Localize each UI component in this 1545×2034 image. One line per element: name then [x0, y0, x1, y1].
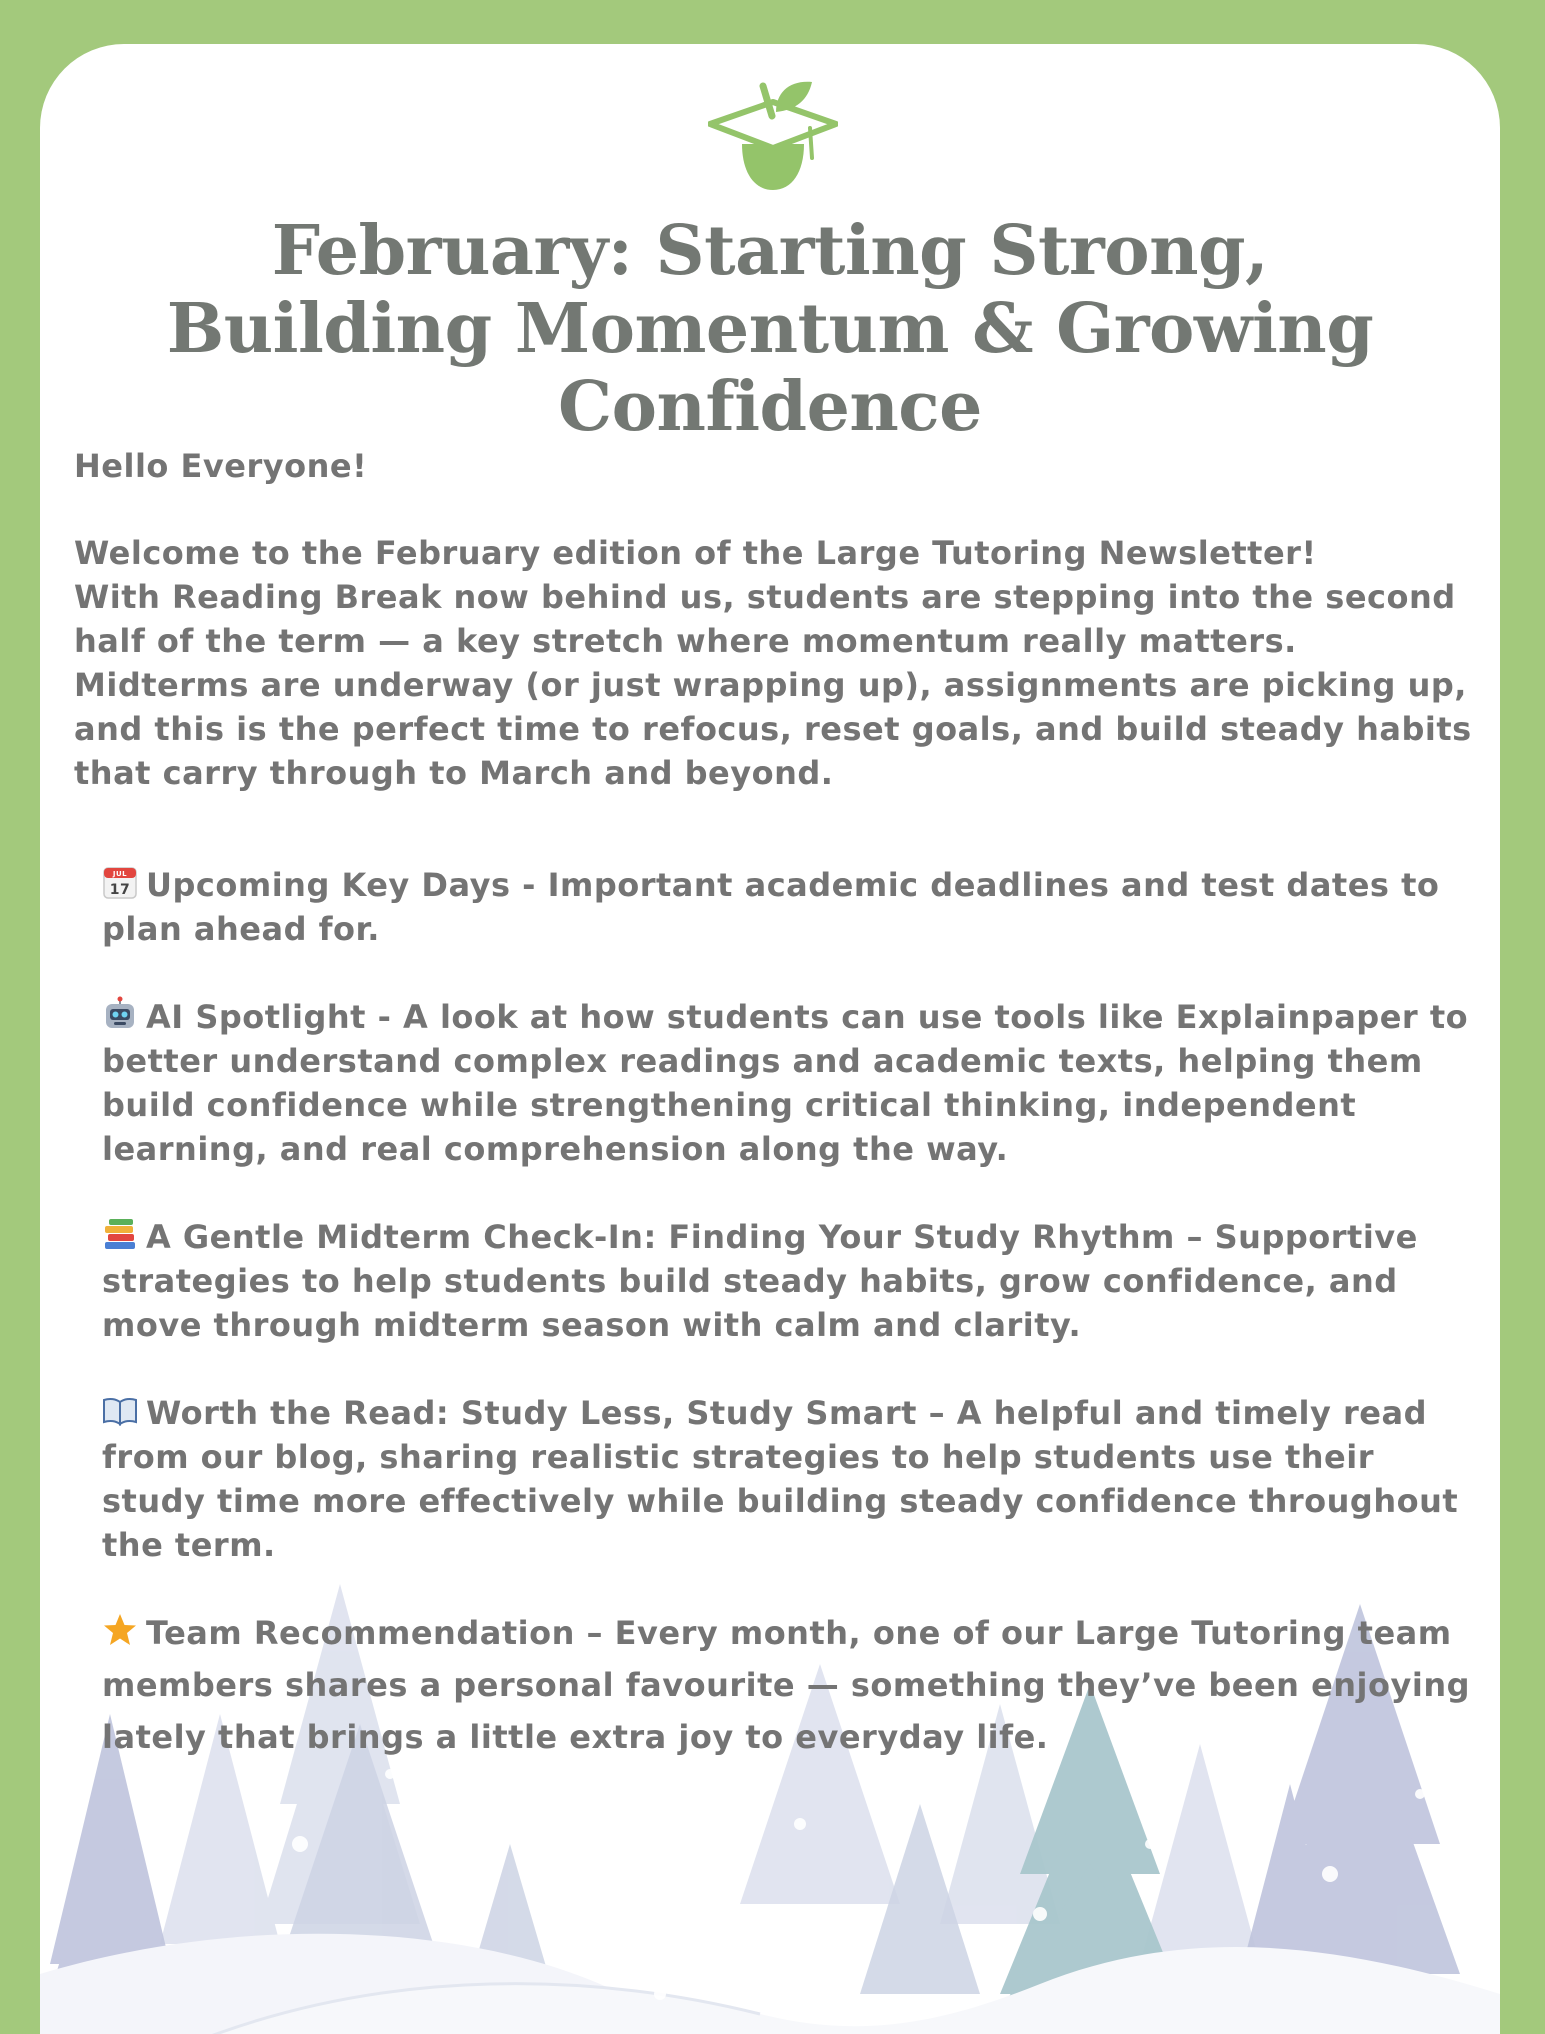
greeting: Hello Everyone!: [74, 447, 368, 485]
list-item-key-days: [102, 863, 1474, 951]
list-item-text: AI Spotlight - A look at how students can use tools like Explainpaper to better understand complex readings and academic texts, helping them build confidence while strengthening critical thinking, independent learning, and real comprehension along the way.: [102, 998, 1469, 1168]
list-item-team-recommendation: [102, 1607, 1474, 1763]
list-item-text: Upcoming Key Days - Important academic deadlines and test dates to plan ahead for.: [102, 866, 1440, 948]
newsletter-card: [40, 44, 1500, 2034]
list-item-text: Worth the Read: Study Less, Study Smart – A helpful and timely read from our blog, sharing realistic strategies to help students use their study time more effectively while building steady confidence throughout the term.: [102, 1394, 1459, 1564]
star-icon: [102, 1612, 138, 1648]
list-item-text: A Gentle Midterm Check-In: Finding Your Study Rhythm – Supportive strategies to help students build steady habits, grow confidence, and move through midterm season with calm and clarity.: [102, 1218, 1418, 1344]
robot-icon: [102, 996, 138, 1032]
newsletter-body: [74, 444, 1474, 1807]
list-item-ai-spotlight: [102, 995, 1474, 1171]
page-title: [100, 212, 1440, 446]
books-icon: [102, 1216, 138, 1252]
svg-text:JUL: JUL: [112, 870, 128, 878]
title-line-2: Building Momentum & Growing: [166, 289, 1374, 369]
intro-paragraph: With Reading Break now behind us, students are stepping into the second half of the term — a key stretch where momentum really matters. Midterms are underway (or just wrapping up), assignments are picking up, and this is the perfect time to refocus, reset goals, and build steady habits that carry through to March and beyond.: [74, 578, 1472, 792]
list-item-worth-the-read: [102, 1391, 1474, 1567]
list-item-midterm-check-in: [102, 1215, 1474, 1347]
title-line-1: February: Starting Strong,: [271, 211, 1269, 291]
list-item-text: Team Recommendation – Every month, one of our Large Tutoring team members shares a personal favourite — something they’ve been enjoying lately that brings a little extra joy to everyday life.: [102, 1614, 1471, 1756]
calendar-icon: [102, 864, 138, 900]
graduation-apple-logo: [708, 78, 838, 194]
welcome-line: Welcome to the February edition of the Large Tutoring Newsletter!: [74, 534, 1317, 572]
open-book-icon: [102, 1392, 138, 1428]
title-line-3: Confidence: [558, 367, 982, 447]
svg-text:17: 17: [109, 882, 131, 898]
highlights-list: [74, 863, 1474, 1763]
